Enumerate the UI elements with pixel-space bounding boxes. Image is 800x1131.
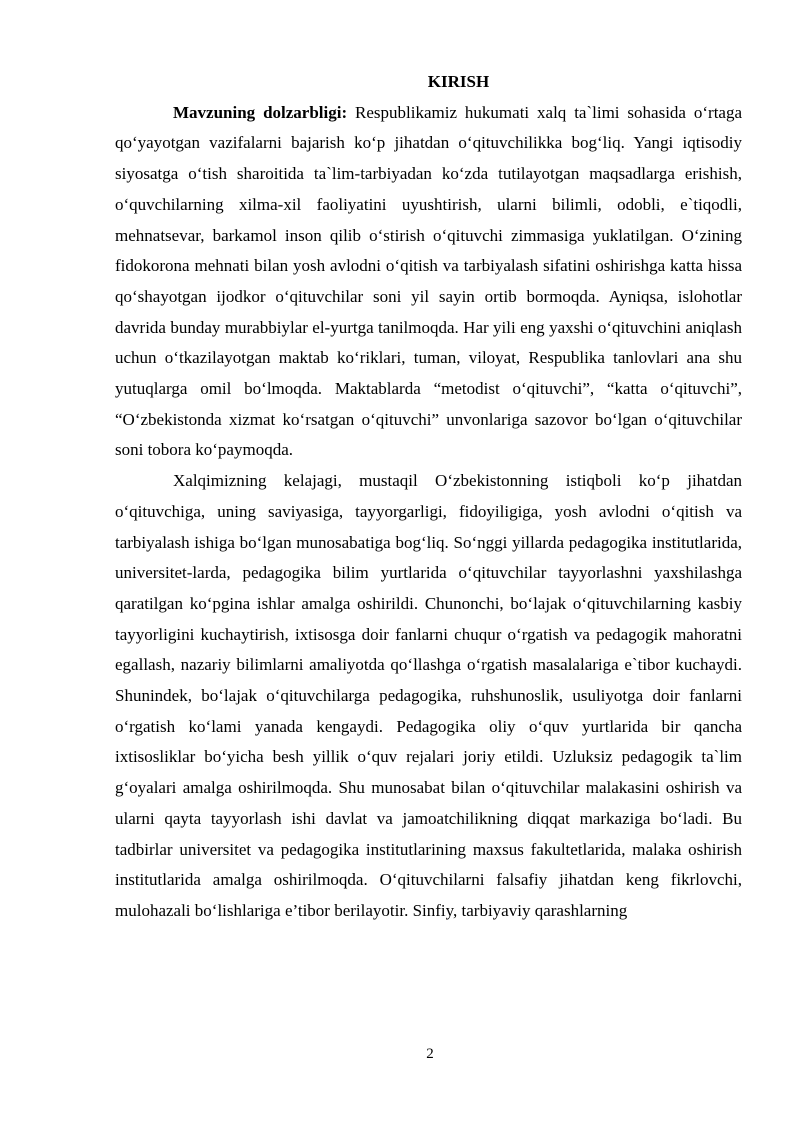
paragraph-2: Xalqimizning kelajagi, mustaqil Oʻzbekistonning istiqboli koʻp jihatdan oʻqituvchiga, uning saviyasiga, tayyorgarligi, fidoyiligiga, yosh avlodni oʻqitish va tarbiyalash ishiga boʻlgan munosabatiga bogʻliq. Soʻnggi yillarda pedagogika institutlarida, universitet-larda, pedagogika bilim yurtlarida oʻqituvchilar tayyorlashni yaxshilashga qaratilgan koʻpgina ishlar amalga oshirildi. Chunonchi, boʻlajak oʻqituvchilarning kasbiy tayyorligini kuchaytirish, ixtisosga doir fanlarni chuqur oʻrgatish va pedagogik mahoratni egallash, nazariy bilimlarni amaliyotda qoʻllashga oʻrgatish masalalariga e`tibor kuchaydi. Shunindek, boʻlajak oʻqituvchilarga pedagogika, ruhshunoslik, usuliyotga doir fanlarni oʻrgatish koʻlami yanada kengaydi. Pedagogika oliy oʻquv yurtlarida bir qancha ixtisosliklar boʻyicha besh yillik oʻquv rejalari joriy etildi. Uzluksiz pedagogik ta`lim gʻoyalari amalga oshirilmoqda. Shu munosabat bilan oʻqituvchilar malakasini oshirish va ularni qayta tayyorlash ishi davlat va jamoatchilikning diqqat markaziga boʻladi. Bu tadbirlar universitet va pedagogika institutlarining maxsus fakultetlarida, malaka oshirish institutlarida amalga oshirilmoqda. Oʻqituvchilarni falsafiy jihatdan keng fikrlovchi, mulohazali boʻlishlariga e’tibor berilayotir. Sinfiy, tarbiyaviy qarashlarning <box>115 471 742 920</box>
paragraph-1 <box>115 98 742 466</box>
page-body <box>115 67 742 927</box>
paragraph-1-lead: Mavzuning dolzarbligi: <box>173 102 348 122</box>
page-heading: KIRISH <box>427 72 490 91</box>
paragraph-1-body: Respublikamiz hukumati xalq ta`limi sohasida oʻrtaga qoʻyayotgan vazifalarni bajarish koʻp jihatdan oʻqituvchilikka bogʻliq. Yangi iqtisodiy siyosatga oʻtish sharoitida ta`lim-tarbiyadan koʻzda tutilayotgan maqsadlarga erishish, oʻquvchilarning xilma-xil faoliyatini uyushtirish, ularni bilimli, odobli, e`tiqodli, mehnatsevar, barkamol inson qilib oʻstirish oʻqituvchi zimmasiga yuklatilgan. Oʻzining fidokorona mehnati bilan yosh avlodni oʻqitish va tarbiyalash sifatini oshirishga katta hissa qoʻshayotgan ijodkor oʻqituvchilar soni yil sayin ortib bormoqda. Ayniqsa, islohotlar davrida bunday murabbiylar el-yurtga tanilmoqda. Har yili eng yaxshi oʻqituvchini aniqlash uchun oʻtkazilayotgan maktab koʻriklari, tuman, viloyat, Respublika tanlovlari ana shu yutuqlarga omil boʻlmoqda. Maktablarda “metodist oʻqituvchi”, “katta oʻqituvchi”, “Oʻzbekistonda xizmat koʻrsatgan oʻqituvchi” unvonlariga sazovor boʻlgan oʻqituvchilar soni tobora koʻpaymoqda. <box>115 102 743 460</box>
page-number: 2 <box>426 1046 434 1062</box>
